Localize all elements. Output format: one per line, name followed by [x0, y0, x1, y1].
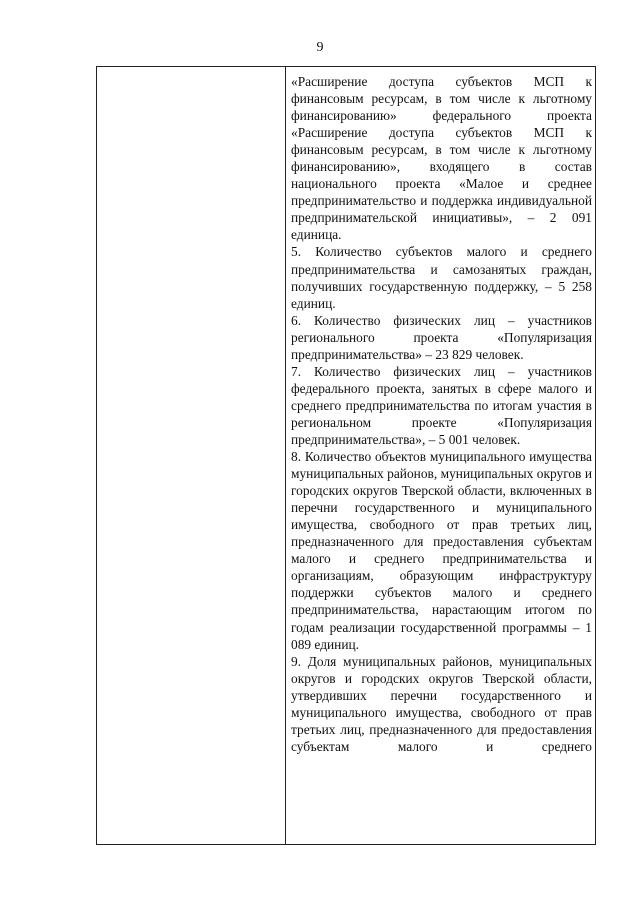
paragraph-funding-continuation: «Расширение доступа субъектов МСП к финансовым ресурсам, в том числе к льготному финансированию» федерального проекта «Расширение доступа субъектов МСП к финансовым ресурсам, в том числе к льготному финансированию», входящего в состав национального проекта «Малое и среднее предпринимательство и поддержка индивидуальной предпринимательской инициативы», – 2 091 единица.	[291, 74, 592, 243]
paragraph-item-8: 8. Количество объектов муниципального имущества муниципальных районов, муниципальных округов и городских округов Тверской области, включенных в перечни государственного и муниципального имущества, свободного от прав третьих лиц, предназначенного для предоставления субъектам малого и среднего предпринимательства и организациям, образующим инфраструктуру поддержки субъектов малого и среднего предпринимательства, нарастающим итогом по годам реализации государственной программы – 1 089 единиц.	[291, 449, 592, 652]
paragraph-item-6: 6. Количество физических лиц – участников регионального проекта «Популяризация предпринимательства» – 23 829 человек.	[291, 312, 592, 362]
page-number: 9	[316, 40, 324, 55]
document-table	[96, 66, 596, 845]
paragraph-item-7: 7. Количество физических лиц – участников федерального проекта, занятых в сфере малого и среднего предпринимательства по итогам участия в региональном проекте «Популяризация предпринимательства», – 5 001 человек.	[291, 363, 592, 447]
paragraph-item-9: 9. Доля муниципальных районов, муниципальных округов и городских округов Тверской области, утвердивших перечни государственного и муниципального имущества, свободного от прав третьих лиц, предназначенного для предоставления субъектам малого и среднего	[291, 653, 592, 754]
paragraph-item-5: 5. Количество субъектов малого и среднего предпринимательства и самозанятых граждан, получивших государственную поддержку, – 5 258 единиц.	[291, 244, 592, 311]
table-left-column	[97, 67, 286, 844]
table-right-column	[286, 67, 595, 844]
